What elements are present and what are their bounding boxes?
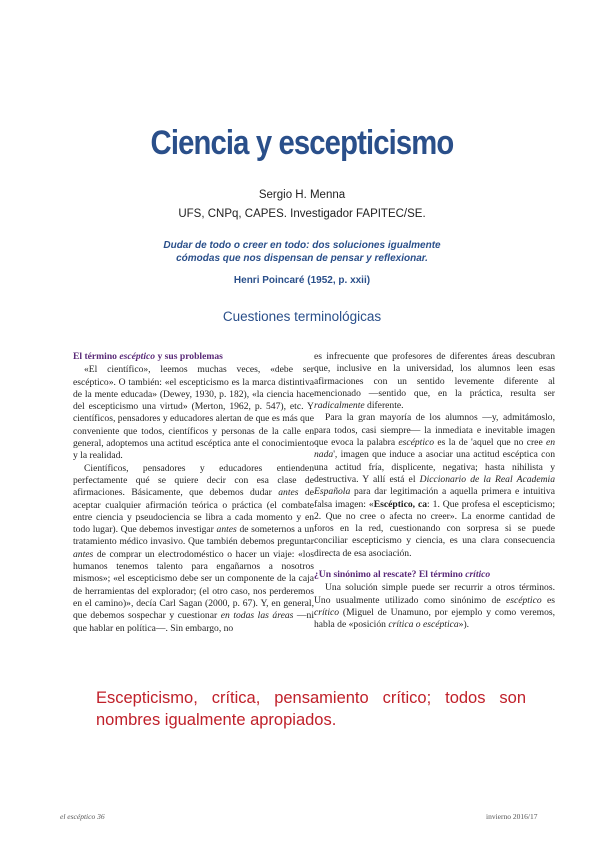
left-column (73, 351, 314, 635)
paragraph: «El científico», leemos muchas veces, «debe ser escéptico». O también: «el escepticismo es la marca distintiva de la mente educada» (Dewey, 1930, p. 182), «la ciencia hace del escepticismo una virtud» (Merton, 1962, p. 547), etc. Y científicos, pensadores y educadores alertan de que es más que conveniente que todos, científicos y personas de la calle en general, adoptemos una actitud escéptica ante el conocimiento y la realidad. (73, 364, 314, 462)
epigraph-line-1: Dudar de todo o creer en todo: dos soluciones igualmente (163, 240, 441, 251)
paragraph: Científicos, pensadores y educadores entienden perfectamente qué se quiere decir con esa clase de afirmaciones. Básicamente, que debemos dudar antes de aceptar cualquier afirmación teórica o práctica (el combate entre ciencia y pseudociencia se libra a cada momento y en todo lugar). Que debemos investigar antes de someternos a un tratamiento médico invasivo. Que también debemos preguntar antes de comprar un electrodoméstico o hacer un viaje: «los humanos tenemos talento para engañarnos a nosotros mismos»; «el escepticismo debe ser un componente de la caja de herramientas del explorador; (el otro caso, nos perderemos en el camino)», decía Carl Sagan (2000, p. 67). Y, en general, que debemos sospechar y cuestionar en todas las áreas —ni que hablar en política—. Sin embargo, no (73, 462, 314, 634)
section-title: Cuestiones terminológicas (222, 309, 382, 324)
epigraph (120, 239, 484, 265)
author-affiliation: UFS, CNPq, CAPES. Investigador FAPITEC/SE. (178, 208, 426, 220)
pull-quote: Escepticismo, crítica, pensamiento crítico; todos son nombres igualmente apropiados. (96, 689, 526, 729)
epigraph-source: Henri Poincaré (1952, p. xxii) (233, 275, 371, 286)
right-column (314, 351, 555, 632)
footer-magazine-page: el escéptico 36 (60, 812, 105, 821)
subheading-sinonimo: ¿Un sinónimo al rescate? El término crítico (314, 569, 491, 581)
epigraph-line-2: cómodas que nos dispensan de pensar y reflexionar. (176, 253, 428, 264)
subheading-termino-esceptico: El término escéptico y sus problemas (73, 351, 223, 362)
paragraph: Para la gran mayoría de los alumnos —y, admitámoslo, para todos, casi siempre— la inmediata e inevitable imagen que evoca la palabra escéptico es la de 'aquel que no cree en nada', imagen que induce a asociar una actitud escéptica con una actitud fría, displicente, negativa; hasta nihilista y destructiva. Y allí está el Diccionario de la Real Academia Española para dar legitimación a aquella primera e intuitiva falsa imagen: «Escéptico, ca: 1. Que profesa el escepticismo; 2. Que no cree o afecta no creer». La enorme cantidad de foros en la red, cuestionando con sorpresa si se puede conciliar escepticismo y ciencia, es una clara consecuencia directa de esa asociación. (314, 412, 556, 559)
paragraph: es infrecuente que profesores de diferentes áreas descubran que, inclusive en la universidad, los alumnos leen esas afirmaciones con un sentido levemente diferente al mencionado —sentido que, en la práctica, resulta ser radicalmente diferente. (314, 351, 555, 412)
author-name: Sergio H. Menna (258, 189, 346, 201)
paragraph: Una solución simple puede ser recurrir a otros términos. Uno usualmente utilizado como sinónimo de escéptico es crítico (Miguel de Unamuno, por ejemplo y como veremos, habla de «posición crítica o escéptica»). (314, 582, 555, 631)
article-title: Ciencia y escepticismo (150, 124, 454, 162)
footer-issue-date: invierno 2016/17 (486, 812, 538, 821)
